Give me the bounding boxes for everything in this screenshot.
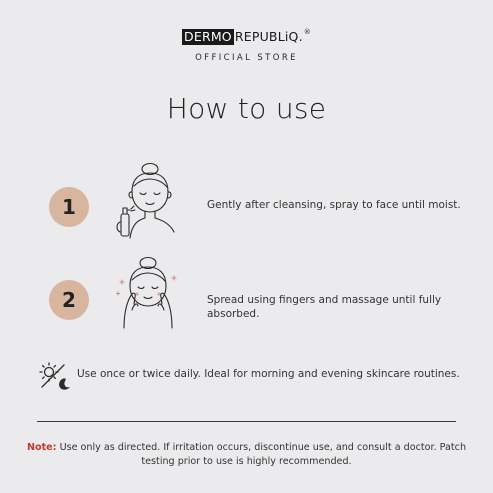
face-spray-illustration (110, 160, 186, 242)
logo-subtitle: OFFICIAL STORE (195, 53, 298, 63)
step-2-badge: 2 (49, 280, 89, 320)
section-divider (37, 421, 456, 422)
step-1-text: Gently after cleansing, spray to face until moist. (207, 199, 461, 211)
face-massage-illustration (110, 254, 186, 336)
step-2-text: Spread using fingers and massage until fully absorbed. (207, 294, 442, 320)
logo-rest-text: REPUBLiQ. (234, 29, 303, 44)
logo-wordmark (182, 29, 311, 45)
note-text: Use only as directed. If irritation occurs, discontinue use, and consult a doctor. Patch testing prior to use is highly recommended. (56, 442, 467, 467)
step-1-badge: 1 (49, 187, 89, 227)
registered-mark: ® (303, 28, 311, 36)
daily-usage-text: Use once or twice daily. Ideal for morning and evening skincare routines. (77, 368, 460, 380)
note-label: Note: (26, 442, 57, 453)
page-title: How to use (166, 92, 327, 125)
logo-box-text: DERMO (184, 29, 232, 44)
sun-moon-icon (38, 361, 72, 391)
brand-logo (0, 28, 493, 63)
note-block (20, 441, 473, 469)
